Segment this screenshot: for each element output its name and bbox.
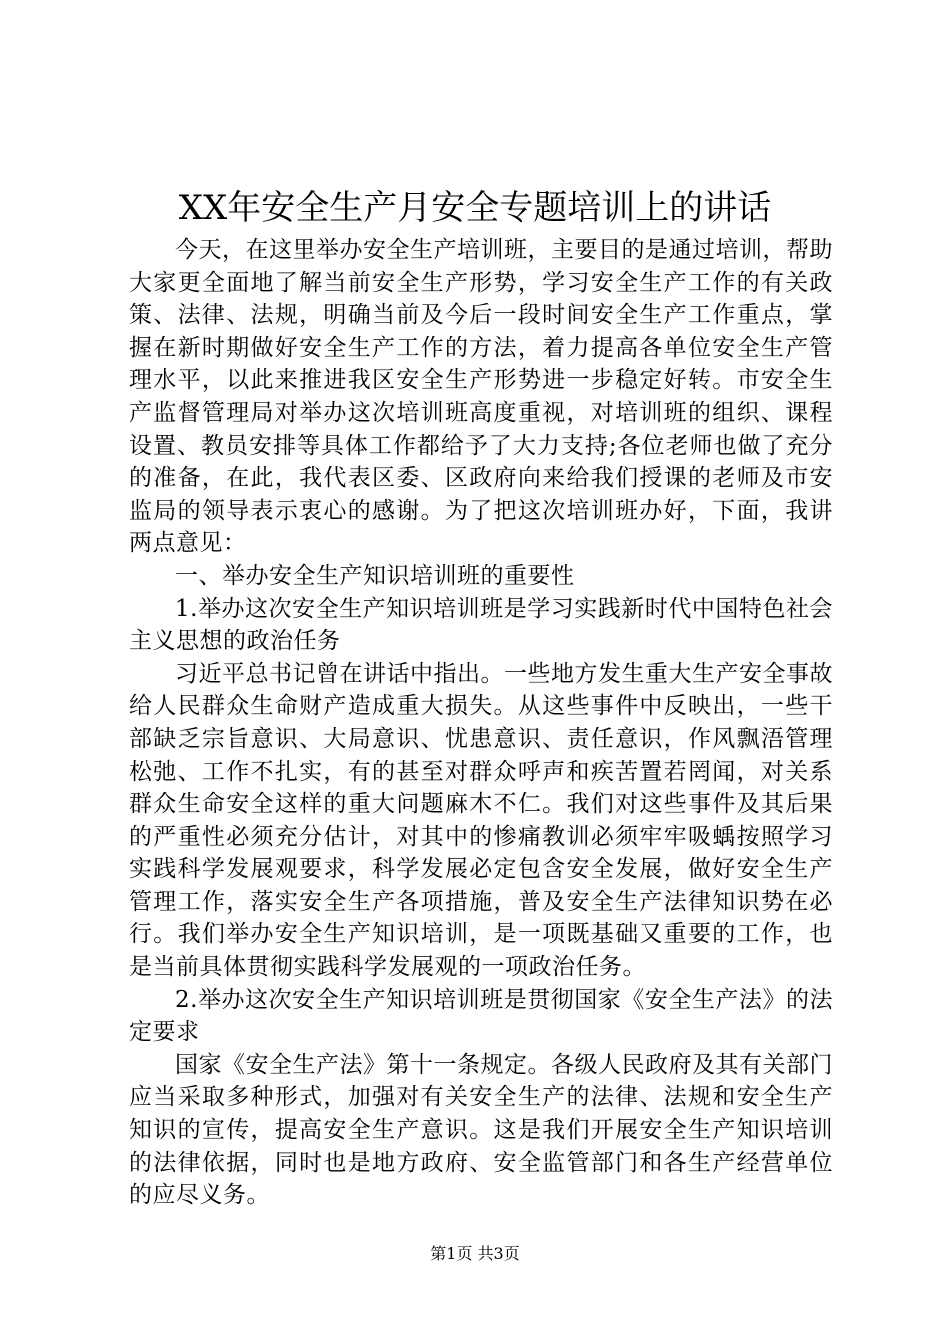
body-paragraph: 国家《安全生产法》第十一条规定。各级人民政府及其有关部门应当采取多种形式，加强对有关安全生产的法律、法规和安全生产知识的宣传，提高安全生产意识。这是我们开展安全生产知识培训的法律依据，同时也是地方政府、安全监管部门和各生产经营单位的应尽义务。 [129, 1051, 833, 1209]
section-heading-1: 一、举办安全生产知识培训班的重要性 [175, 562, 575, 589]
intro-paragraph: 今天，在这里举办安全生产培训班，主要目的是通过培训，帮助大家更全面地了解当前安全生产形势，学习安全生产工作的有关政策、法律、法规，明确当前及今后一段时间安全生产工作重点，掌握在新时期做好安全生产工作的方法，着力提高各单位安全生产管理水平，以此来推进我区安全生产形势进一步稳定好转。市安全生产监督管理局对举办这次培训班高度重视，对培训班的组织、课程设置、教员安排等具体工作都给予了大力支持;各位老师也做了充分的准备，在此，我代表区委、区政府向来给我们授课的老师及市安监局的领导表示衷心的感谢。为了把这次培训班办好，下面，我讲两点意见： [129, 237, 833, 557]
subsection-heading-1: 1.举办这次安全生产知识培训班是学习实践新时代中国特色社会主义思想的政治任务 [129, 595, 833, 655]
body-paragraph: 习近平总书记曾在讲话中指出。一些地方发生重大生产安全事故给人民群众生命财产造成重大损失。从这些事件中反映出，一些干部缺乏宗旨意识、大局意识、忧患意识、责任意识，作风飘浯管理松弛、工作不扎实，有的甚至对群众呼声和疾苦置若罔闻，对关系群众生命安全这样的重大问题麻木不仁。我们对这些事件及其后果的严重性必须充分估计，对其中的惨痛教训必须牢牢吸蝺按照学习实践科学发展观要求，科学发展必定包含安全发展，做好安全生产管理工作，落实安全生产各项措施，普及安全生产法律知识势在必行。我们举办安全生产知识培训，是一项既基础又重要的工作，也是当前具体贯彻实践科学发展观的一项政治任务。 [129, 660, 833, 981]
document-body [129, 234, 833, 1212]
page-number-footer: 第1页 共3页 [430, 1244, 520, 1263]
document-title: XX年安全生产月安全专题培训上的讲话 [178, 188, 772, 228]
subsection-heading-2: 2.举办这次安全生产知识培训班是贯彻国家《安全生产法》的法定要求 [129, 986, 833, 1046]
